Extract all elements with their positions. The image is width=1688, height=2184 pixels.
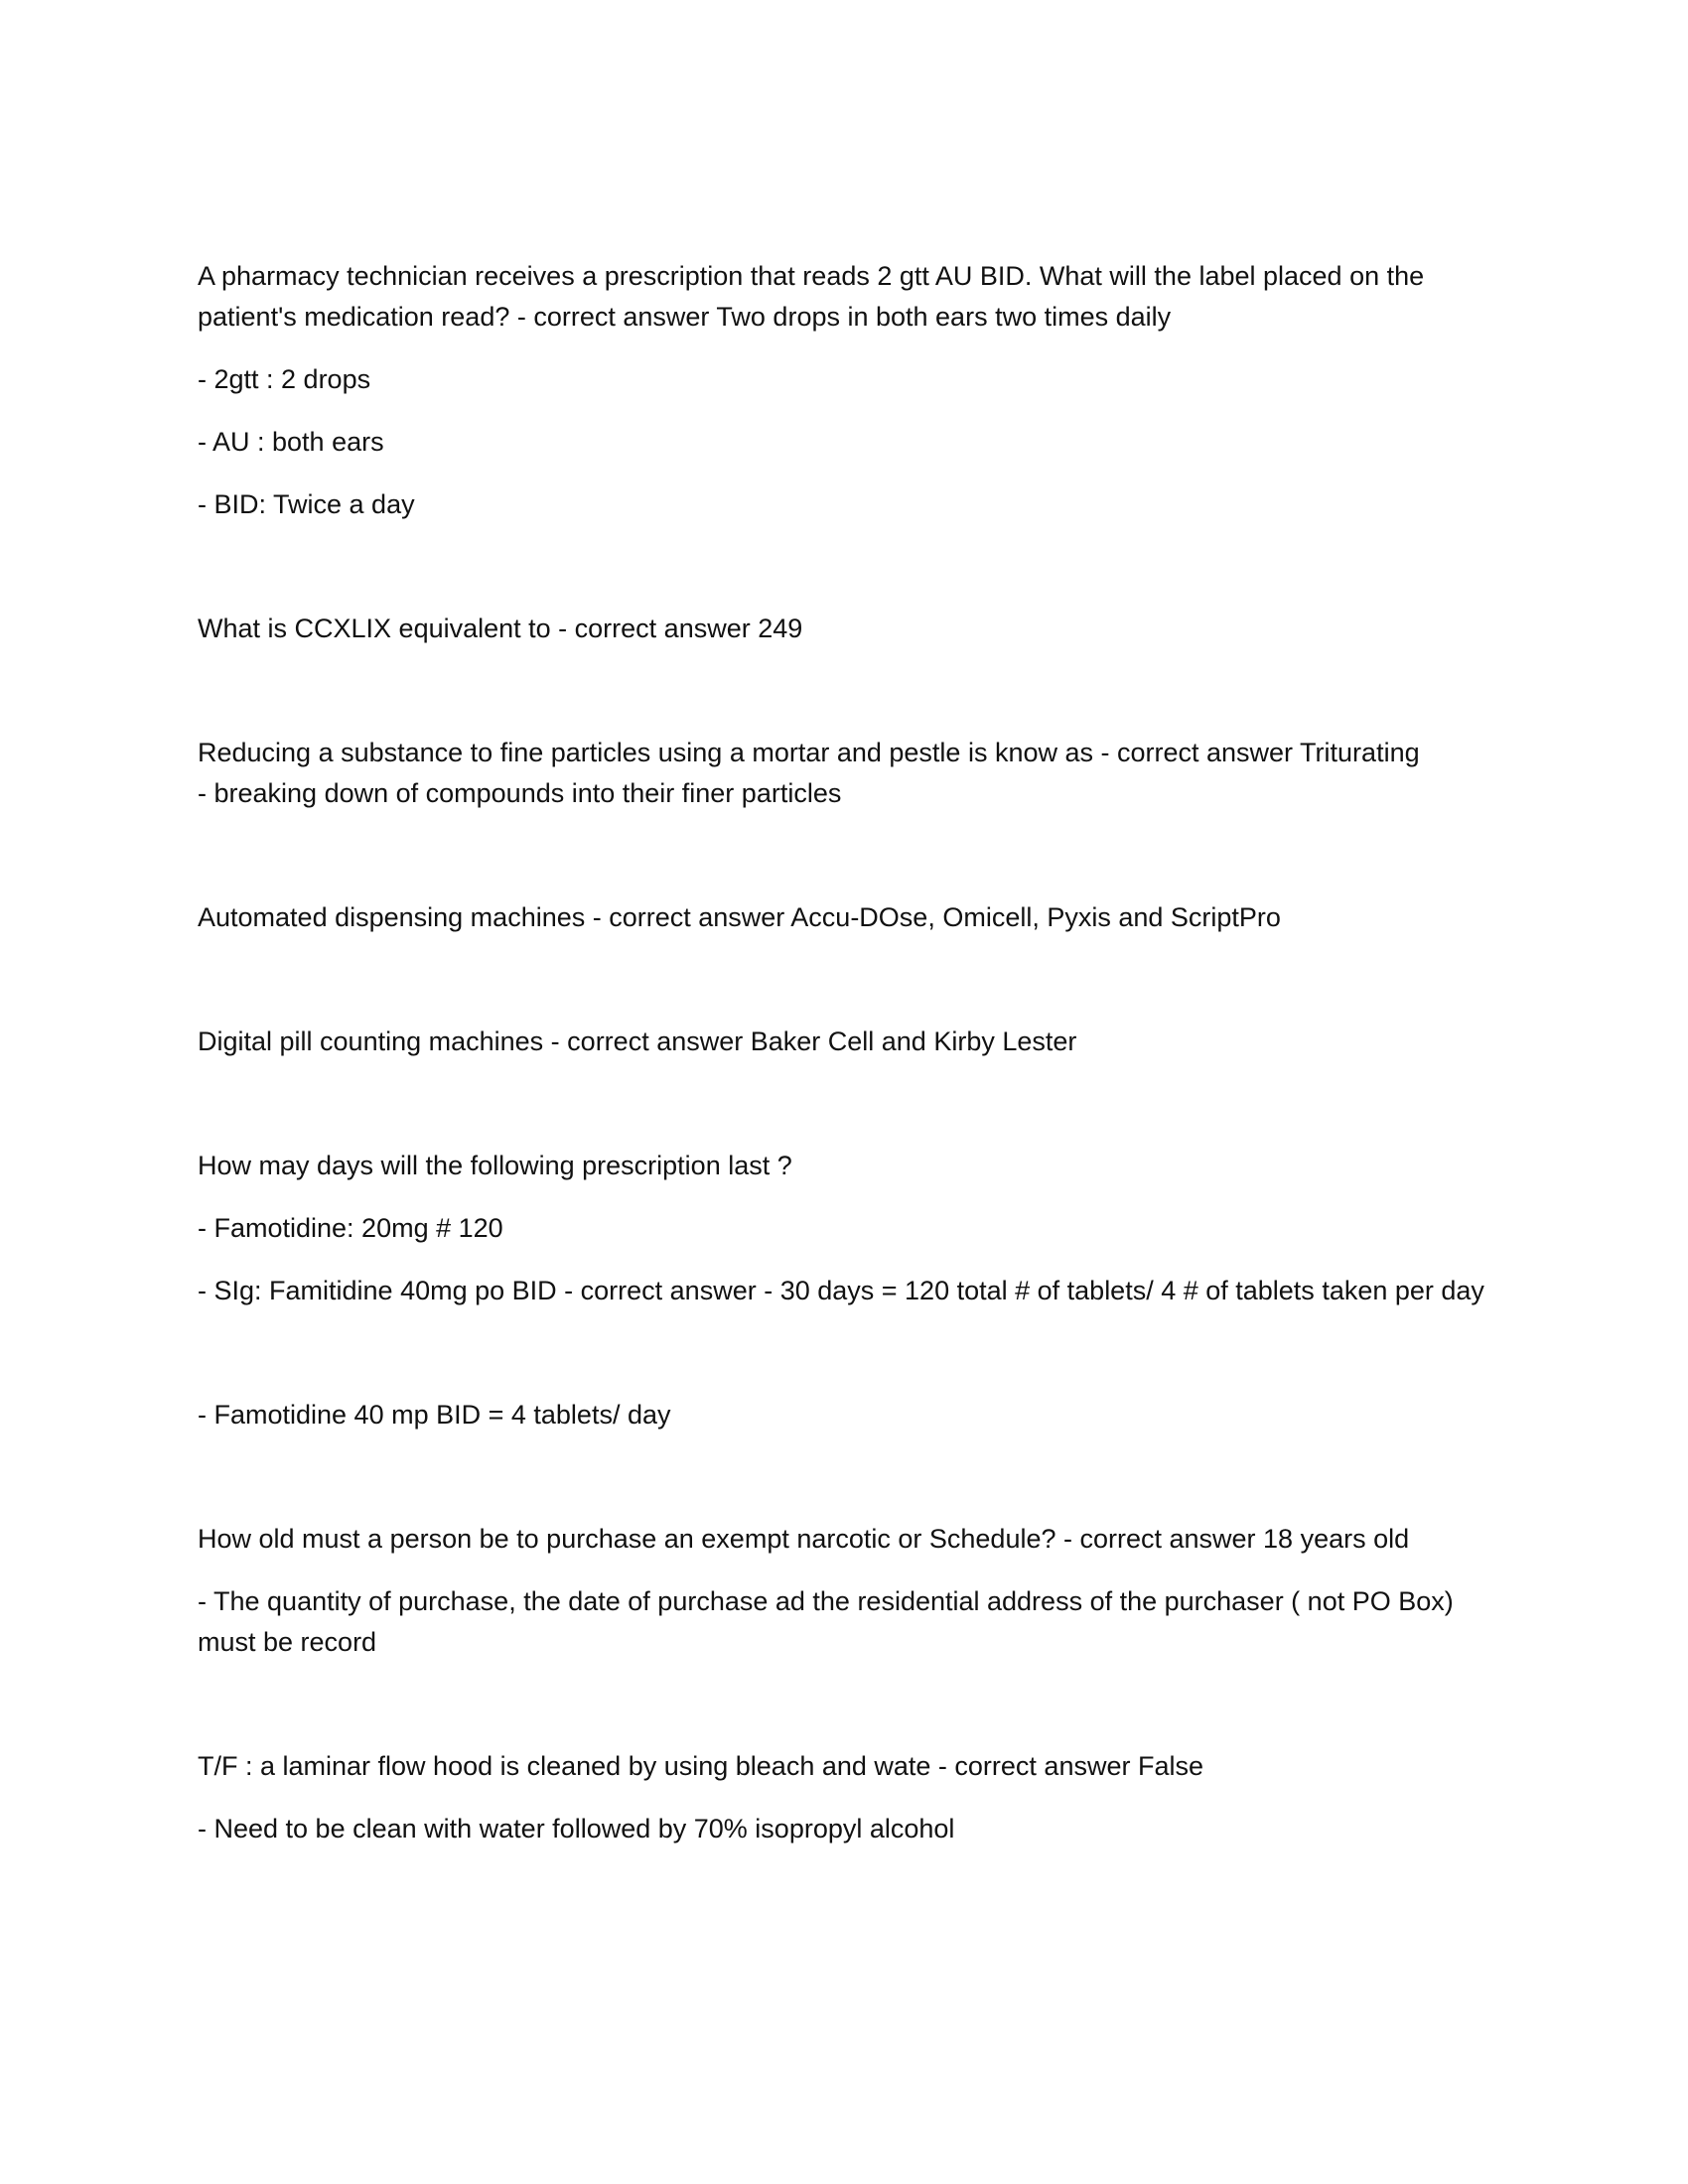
question-label-prescription: A pharmacy technician receives a prescription that reads 2 gtt AU BID. What will the label placed on the patient's medication read? - correct answer Two drops in both ears two times daily — [198, 261, 1425, 332]
note-famotidine-per-day: - Famotidine 40 mp BID = 4 tablets/ day — [198, 1400, 671, 1430]
note-famotidine-quantity: - Famotidine: 20mg # 120 — [198, 1213, 503, 1243]
note-sig-answer: - SIg: Famitidine 40mg po BID - correct answer - 30 days = 120 total # of tablets/ 4 # of tablets taken per day — [198, 1276, 1484, 1305]
question-pill-counting: Digital pill counting machines - correct answer Baker Cell and Kirby Lester — [198, 1026, 1077, 1056]
question-roman-numeral: What is CCXLIX equivalent to - correct answer 249 — [198, 614, 803, 643]
note-au: - AU : both ears — [198, 427, 384, 457]
note-2gtt: - 2gtt : 2 drops — [198, 364, 371, 394]
question-prescription-days: How may days will the following prescription last ? — [198, 1151, 792, 1180]
note-triturating: - breaking down of compounds into their finer particles — [198, 778, 842, 808]
question-triturating: Reducing a substance to fine particles using a mortar and pestle is know as - correct answer Triturating — [198, 738, 1420, 767]
document-body — [198, 256, 1488, 1849]
question-laminar-flow-hood: T/F : a laminar flow hood is cleaned by using bleach and wate - correct answer False — [198, 1751, 1203, 1781]
question-exempt-narcotic-age: How old must a person be to purchase an exempt narcotic or Schedule? - correct answer 18 years old — [198, 1524, 1410, 1554]
question-automated-dispensing: Automated dispensing machines - correct answer Accu-DOse, Omicell, Pyxis and ScriptPro — [198, 902, 1281, 932]
note-purchase-record: - The quantity of purchase, the date of purchase ad the residential address of the purchaser ( not PO Box) must be record — [198, 1586, 1454, 1657]
note-bid: - BID: Twice a day — [198, 489, 415, 519]
note-hood-cleaning: - Need to be clean with water followed by 70% isopropyl alcohol — [198, 1814, 955, 1843]
